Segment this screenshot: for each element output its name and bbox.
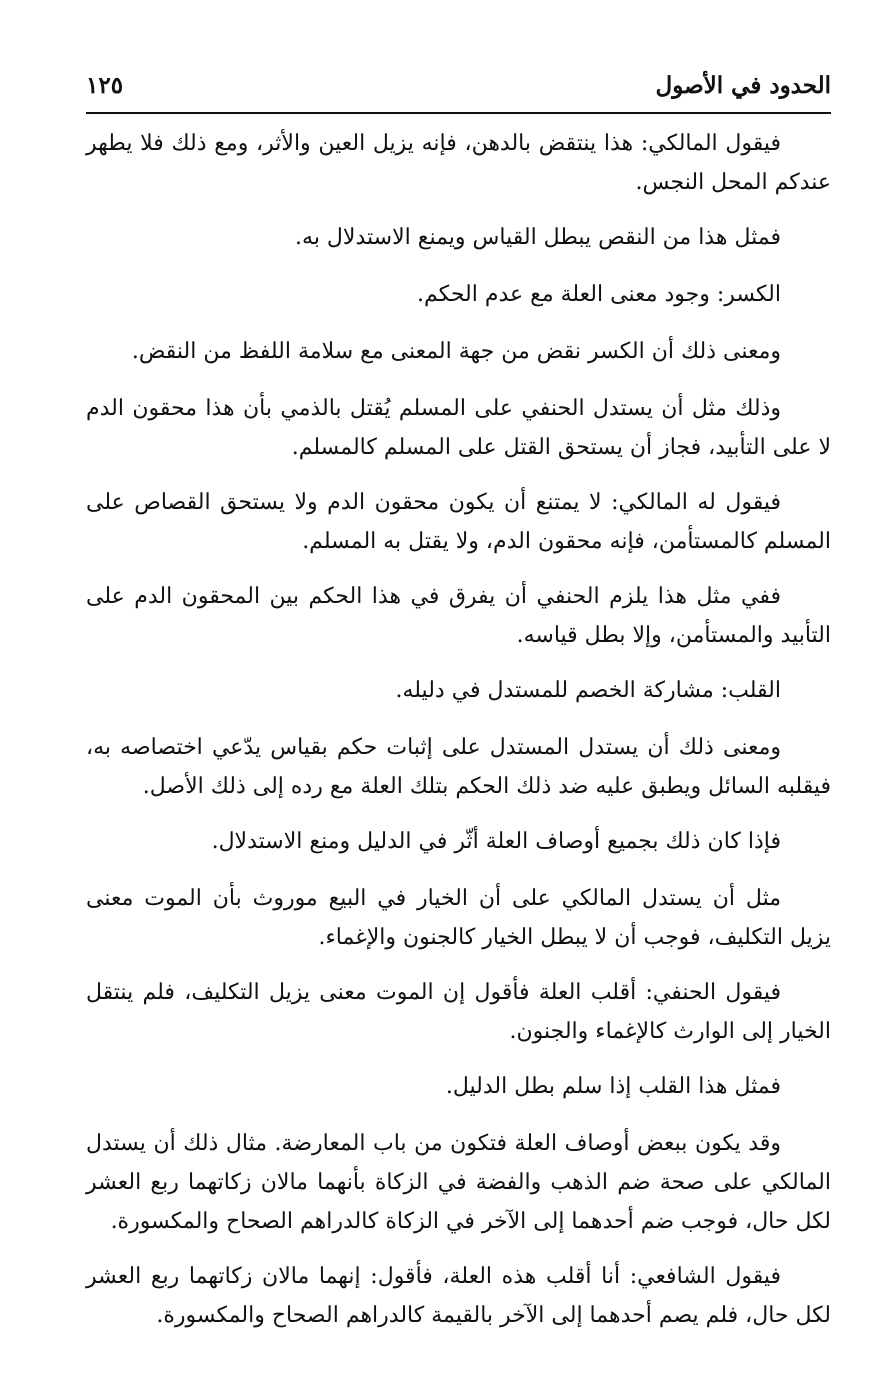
paragraph: وقد يكون ببعض أوصاف العلة فتكون من باب المعارضة. مثال ذلك أن يستدل المالكي على صحة ضم الذهب والفضة في الزكاة بأنهما مالان زكاتهما ربع العشر لكل حال، فوجب ضم أحدهما إلى الآخر في الزكاة كالدراهم الصحاح والمكسورة. xyxy=(86,1131,831,1234)
header-divider xyxy=(86,112,831,114)
running-title: الحدود في الأصول xyxy=(655,72,831,99)
paragraph: ومعنى ذلك أن يستدل المستدل على إثبات حكم بقياس يدّعي اختصاصه به، فيقلبه السائل ويطبق عليه ضد ذلك الحكم بتلك العلة مع رده إلى ذلك الأصل. xyxy=(86,735,831,799)
page-number: ١٢٥ xyxy=(86,72,124,99)
paragraph: فمثل هذا القلب إذا سلم بطل الدليل. xyxy=(445,1074,781,1099)
paragraph: فيقول المالكي: هذا ينتقض بالدهن، فإنه يزيل العين والأثر، ومع ذلك فلا يطهر عندكم المحل النجس. xyxy=(86,131,831,195)
paragraph: وذلك مثل أن يستدل الحنفي على المسلم يُقتل بالذمي بأن هذا محقون الدم لا على التأبيد، فجاز أن يستحق القتل على المسلم كالمسلم. xyxy=(86,396,831,460)
paragraph: الكسر: وجود معنى العلة مع عدم الحكم. xyxy=(417,282,781,307)
paragraph: ومعنى ذلك أن الكسر نقض من جهة المعنى مع سلامة اللفظ من النقض. xyxy=(131,339,781,364)
paragraph: مثل أن يستدل المالكي على أن الخيار في البيع موروث بأن الموت معنى يزيل التكليف، فوجب أن لا يبطل الخيار كالجنون والإغماء. xyxy=(86,886,831,950)
page-header xyxy=(86,72,831,112)
paragraph: ففي مثل هذا يلزم الحنفي أن يفرق في هذا الحكم بين المحقون الدم على التأبيد والمستأمن، وإلا بطل قياسه. xyxy=(86,584,831,648)
paragraph: فيقول الشافعي: أنا أقلب هذه العلة، فأقول: إنهما مالان زكاتهما ربع العشر لكل حال، فلم يصم أحدهما إلى الآخر بالقيمة كالدراهم الصحاح والمكسورة. xyxy=(86,1264,831,1328)
paragraph: فمثل هذا من النقص يبطل القياس ويمنع الاستدلال به. xyxy=(295,225,781,250)
paragraph: القلب: مشاركة الخصم للمستدل في دليله. xyxy=(395,678,781,703)
paragraph: فيقول الحنفي: أقلب العلة فأقول إن الموت معنى يزيل التكليف، فلم ينتقل الخيار إلى الوارث كالإغماء والجنون. xyxy=(86,980,831,1044)
body-text xyxy=(86,124,831,1351)
paragraph: فيقول له المالكي: لا يمتنع أن يكون محقون الدم ولا يستحق القصاص على المسلم كالمستأمن، فإنه محقون الدم، ولا يقتل به المسلم. xyxy=(86,490,831,554)
paragraph: فإذا كان ذلك بجميع أوصاف العلة أثّر في الدليل ومنع الاستدلال. xyxy=(211,829,781,854)
